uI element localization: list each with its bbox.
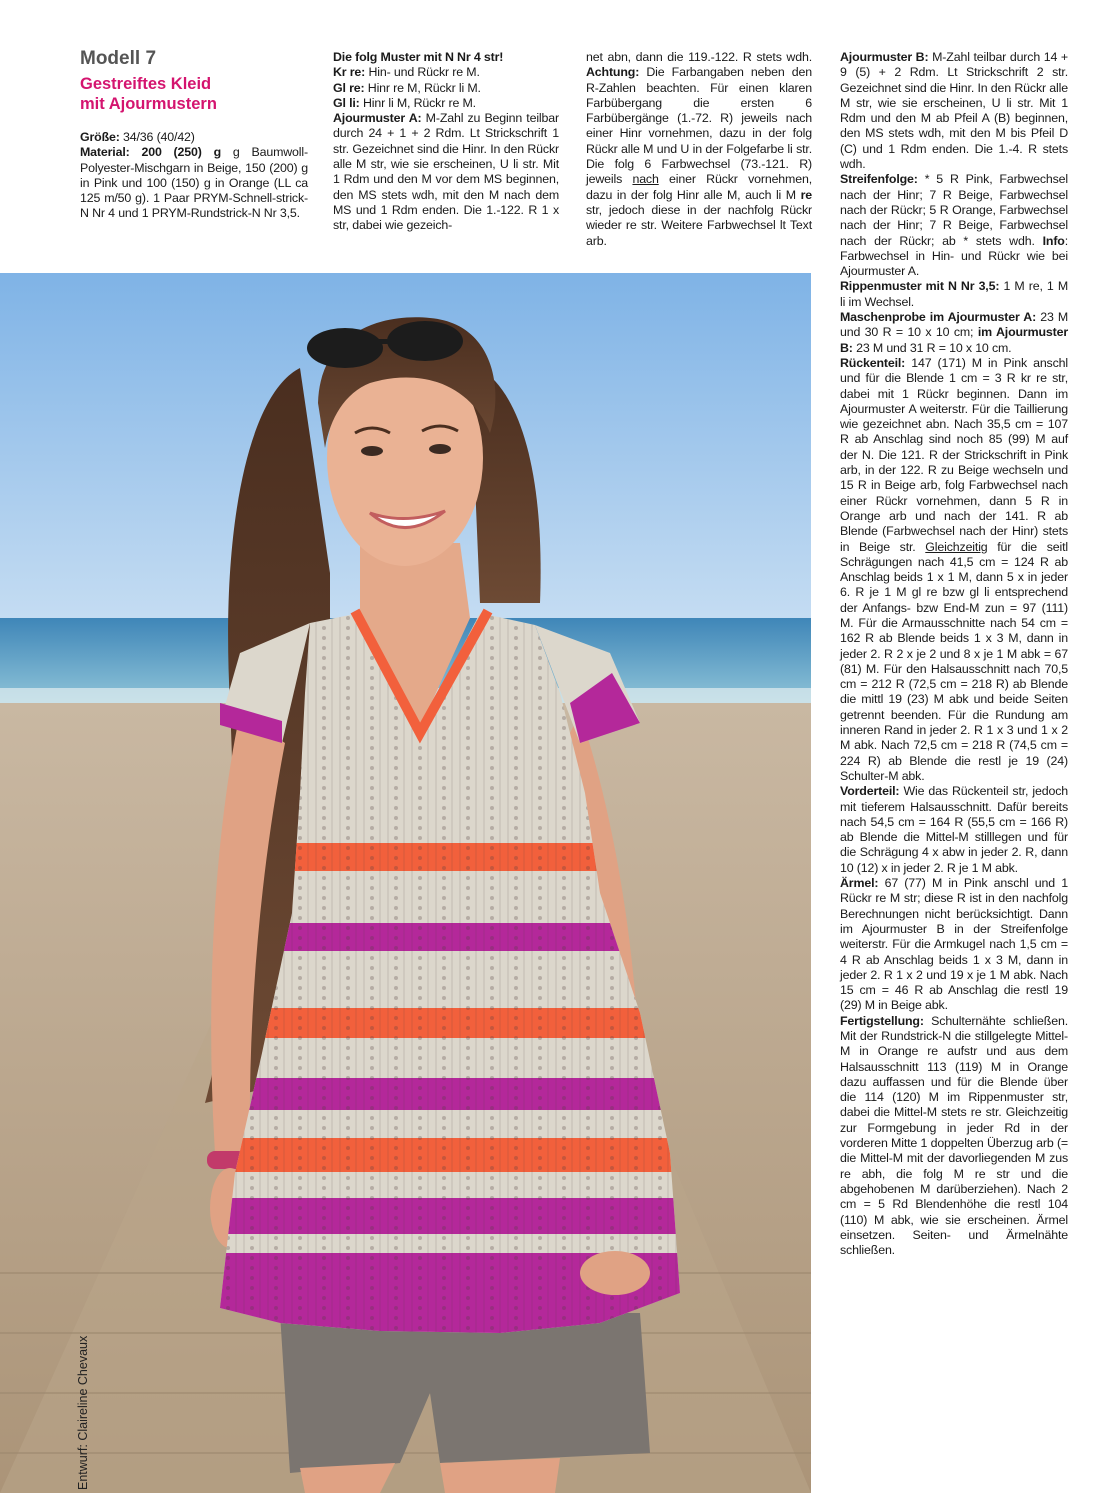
instructions-column-b xyxy=(586,50,812,249)
ajour-a-label: Ajourmuster A: xyxy=(333,111,422,126)
size-paragraph xyxy=(80,130,308,145)
gleichzeitig-underlined: Gleichzeitig xyxy=(925,539,988,554)
streifenfolge-text: * 5 R Pink, Farbwechsel nach der Hinr; 7 R Beige, Farbwechsel nach der Rückr; 5 R Orange, Farbwechsel nach der Hinr; 7 R Beige, Farbwechsel nach der Rückr; ab * stets wdh. xyxy=(840,172,1068,248)
aermel-paragraph xyxy=(840,876,1068,1014)
color-change-paragraph xyxy=(586,50,812,249)
model-title-line1: Gestreiftes Kleid xyxy=(80,75,212,93)
material-paragraph xyxy=(80,145,308,221)
kr-re-text: Hin- und Rückr re M. xyxy=(368,65,480,80)
rippenmuster-label: Rippenmuster mit N Nr 3,5: xyxy=(840,279,1000,294)
maschenprobe-b-label: im Ajourmuster B: xyxy=(840,325,1069,355)
ajour-b-label: Ajourmuster B: xyxy=(840,50,929,64)
rueckenteil-label: Rückenteil: xyxy=(840,355,906,370)
fertigstellung-label: Fertigstellung: xyxy=(840,1013,924,1028)
vorderteil-paragraph xyxy=(840,784,1068,876)
gl-li-label: Gl li: xyxy=(333,95,360,110)
gl-li-text: Hinr li M, Rückr re M. xyxy=(362,95,476,110)
material-label: Material: 200 (250) g xyxy=(80,145,222,160)
col-b-text4: str, jedoch diese in der nachfolg Rückr wieder re str. Weitere Farbwechsel lt Text arb. xyxy=(586,202,812,248)
info-label: Info xyxy=(1042,233,1065,248)
kr-re-paragraph xyxy=(333,65,559,80)
ajour-b-text: M-Zahl teilbar durch 14 + 9 (5) + 2 Rdm. Lt Strickschrift 2 str. Gezeichnet sind die Hinr. In den Rückr alle M str, wie sie erscheinen, U li str. Mit 1 Rdm und den M ab Pfeil A (B) beginnen, den MS stets wdh, mit den M bis Pfeil D (C) und 1 Rdm enden. Die 1.-4. R stets wdh. xyxy=(840,50,1068,172)
ajour-a-text: M-Zahl zu Beginn teilbar durch 24 + 1 + 2 Rdm. Lt Strickschrift 1 str. Gezeichnet sind die Hinr. In den Rückr alle M str, wie sie erscheinen, U li str. Mit 1 Rdm und den M vor dem MS beginnen, den MS stets wdh, mit den M nach dem MS und 1 Rdm enden. Die 1.-122. R 1 x str, dabei wie gezeich- xyxy=(333,111,559,233)
rueckenteil-text1: 147 (171) M in Pink anschl und für die Blende 1 cm = 3 R kr re str, dabei mit 1 Rückr beginnen. Dann im Ajourmuster A weiterstr. Für die Taillierung wie gezeichnet abn. Nach 35,5 cm = 107 R ab Anschlag sind noch 85 (99) M auf der N. Die 121. R der Strickschrift in Pink arb, in der 122. R zu Beige wechseln und 15 R in Beige arb, folg Farbwechsel nach einer Rückr vornehmen, dann 5 R in Orange arb und nach der 141. R ab Blende (Farbwechsel nach der Hinr) stets in Beige str. xyxy=(840,355,1068,554)
size-label: Größe: xyxy=(80,130,120,144)
aermel-label: Ärmel: xyxy=(840,876,879,891)
re-bold: re xyxy=(800,187,812,202)
ajour-a-paragraph xyxy=(333,111,559,233)
col-b-text3: einer Rückr vornehmen, dazu in der folg Hinr alle M, auch li M xyxy=(586,172,812,202)
rueckenteil-text2: für die seitl Schrägungen nach 41,5 cm = 124 R ab Anschlag beids 1 x 1 M, dann 5 x in jeder 6. R je 1 M gl re bzw gl li entsprechend der Anfangs- bzw End-M zun = 97 (111) M. Für die Armausschnitte nach 54 cm = 162 R ab Blende beids 1 x 3 M, dann in jeder 2. R 2 x je 2 und 8 x je 1 M abk = 67 (81) M. Für den Halsausschnitt nach 70,5 cm = 212 R (72,5 cm = 218 R) ab Blende die mittl 19 (23) M abk und beide Seiten getrennt beenden. Für die Rundung am inneren Rand in jeder 2. R 1 x 3 und 1 x 2 M abk. Nach 72,5 cm = 218 R (74,5 cm = 224 R) ab Blende die restl je 19 (24) Schulter-M abk. xyxy=(840,539,1069,783)
material-text: g Baumwoll-Polyester-Mischgarn in Beige, 150 (200) g in Pink und 100 (150) g in Orange (LL ca 125 m/50 g). 1 Paar PRYM-Schnell-strick-N Nr 4 und 1 PRYM-Rundstrick-N Nr 3,5. xyxy=(80,145,308,221)
model-number: Modell 7 xyxy=(80,48,157,69)
rippenmuster-paragraph xyxy=(840,279,1068,310)
maschenprobe-paragraph xyxy=(840,310,1068,356)
col-b-text1: net abn, dann die 119.-122. R stets wdh. xyxy=(586,50,812,64)
beach-photo-illustration xyxy=(0,273,811,1493)
kr-re-label: Kr re: xyxy=(333,65,366,80)
col-b-text2: Die Farbangaben neben den R-Zahlen beachten. Für einen klaren Farbübergang die ersten 6 Farbübergänge (1.-72. R) jeweils nach einer Hinr vornehmen, dazu in der folg Rückr alle M und U in der Folgefarbe li str. Die folg 6 Farbwechsel (73.-121. R) jeweils xyxy=(586,65,812,187)
photo-credit: Entwurf: Claireline Chevaux xyxy=(76,1335,90,1490)
vorderteil-text: Wie das Rückenteil str, jedoch mit tieferem Halsausschnitt. Dafür bereits nach 54,5 cm = 164 R (55,5 cm = 166 R) ab Blende die Mittel-M stilllegen und für die Schrägung 4 x abw in jeder 2. R, dann 10 (12) x in jeder 2. R je 1 M abk. xyxy=(840,784,1068,875)
model-title-line2: mit Ajourmustern xyxy=(80,95,217,113)
patterns-heading-text: Die folg Muster mit N Nr 4 str! xyxy=(333,50,504,64)
rippenmuster-text: 1 M re, 1 M li im Wechsel. xyxy=(840,279,1068,309)
model-title xyxy=(80,74,308,114)
gl-re-text: Hinr re M, Rückr li M. xyxy=(367,80,481,95)
instructions-column-c xyxy=(840,50,1068,1258)
streifenfolge-label: Streifenfolge: xyxy=(840,172,918,187)
intro-column xyxy=(80,48,308,222)
aermel-text: 67 (77) M in Pink anschl und 1 Rückr re M str; diese R ist in den nachfolg Berechnungen nicht berücksichtigt. Dann im Ajourmuster B in der Streifenfolge weiterstr. Für die Armkugel nach 1,5 cm = 4 R ab Anschlag beids 1 x 3 M, dann in jeder 2. R 1 x 2 und 19 x je 1 M abk. Nach 15 cm = 46 R ab Anschlag die restl 19 (29) M in Beige abk. xyxy=(840,876,1068,1013)
nach-underlined: nach xyxy=(632,172,659,187)
maschenprobe-text: 23 M und 30 R = 10 x 10 cm; xyxy=(840,310,1069,340)
maschenprobe-label: Maschenprobe im Ajourmuster A: xyxy=(840,310,1037,325)
model-photo xyxy=(0,273,811,1493)
ajour-b-paragraph xyxy=(840,50,1068,172)
fertigstellung-text: Schulternähte schließen. Mit der Rundstrick-N die stillgelegte Mittel-M in Orange re aufstr und aus dem Halsausschnitt 113 (119) M in Orange dazu auffassen und für die Blende über die 114 (120) M im Rippenmuster str, dabei die Mittel-M stets re str. Gleichzeitig zur Formgebung in jeder Rd in der vorderen Mitte 1 doppelten Überzug arb (= die Mittel-M mit der davorliegenden M zus re abh, die folg M re str und die abgehobenen M darüberziehen). Nach 2 cm = 5 Rd Blendenhöhe die restl 104 (110) M abk, wie sie erscheinen. Ärmel einsetzen. Seiten- und Ärmelnähte schließen. xyxy=(840,1013,1068,1258)
instructions-column-a xyxy=(333,50,559,234)
info-text: : Farbwechsel in Hin- und Rückr wie bei Ajourmuster A. xyxy=(840,233,1069,279)
size-text: 34/36 (40/42) xyxy=(123,130,195,144)
achtung-label: Achtung: xyxy=(586,65,640,80)
maschenprobe-b-text: 23 M und 31 R = 10 x 10 cm. xyxy=(856,340,1012,355)
gl-li-paragraph xyxy=(333,96,559,111)
gl-re-paragraph xyxy=(333,81,559,96)
patterns-heading xyxy=(333,50,559,65)
vorderteil-label: Vorderteil: xyxy=(840,784,900,799)
fertigstellung-paragraph xyxy=(840,1014,1068,1259)
streifenfolge-paragraph xyxy=(840,172,1068,279)
rueckenteil-paragraph xyxy=(840,356,1068,784)
gl-re-label: Gl re: xyxy=(333,80,365,95)
